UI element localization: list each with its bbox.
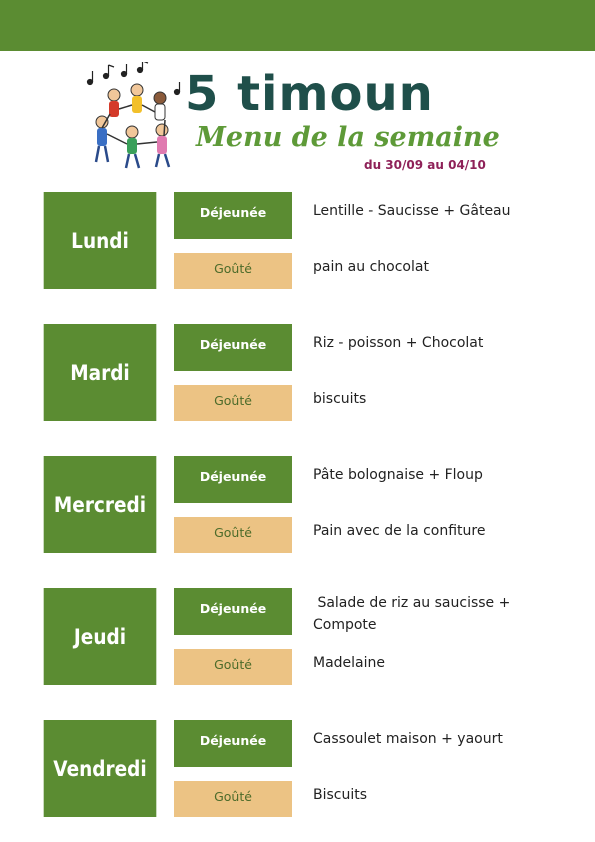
top-banner xyxy=(0,0,595,51)
snack-label: Goûté xyxy=(174,649,292,685)
date-range: du 30/09 au 04/10 xyxy=(364,158,486,172)
day-label: Vendredi xyxy=(44,720,157,817)
lunch-menu: Cassoulet maison + yaourt xyxy=(313,731,503,747)
lunch-menu: Pâte bolognaise + Floup xyxy=(313,467,483,483)
day-row-lundi xyxy=(0,192,595,290)
day-label: Mardi xyxy=(44,324,157,421)
day-row-jeudi xyxy=(0,588,595,686)
lunch-label: Déjeunée xyxy=(174,720,292,767)
day-label: Mercredi xyxy=(44,456,157,553)
snack-menu: Madelaine xyxy=(313,655,386,671)
lunch-label: Déjeunée xyxy=(174,192,292,239)
lunch-menu: Salade de riz au saucisse + Compote xyxy=(313,595,515,633)
snack-menu: pain au chocolat xyxy=(313,259,429,275)
day-label: Lundi xyxy=(44,192,157,289)
snack-menu: biscuits xyxy=(313,391,367,407)
snack-label: Goûté xyxy=(174,253,292,289)
day-row-mardi xyxy=(0,324,595,422)
lunch-menu: Riz - poisson + Chocolat xyxy=(313,335,484,351)
snack-label: Goûté xyxy=(174,517,292,553)
lunch-menu: Lentille - Saucisse + Gâteau xyxy=(313,203,511,219)
lunch-label: Déjeunée xyxy=(174,456,292,503)
snack-label: Goûté xyxy=(174,385,292,421)
snack-label: Goûté xyxy=(174,781,292,817)
children-dancing-circle-icon xyxy=(82,62,187,172)
snack-menu: Pain avec de la confiture xyxy=(313,523,486,539)
page-subtitle: Menu de la semaine xyxy=(196,122,500,153)
lunch-label: Déjeunée xyxy=(174,324,292,371)
day-row-vendredi xyxy=(0,720,595,818)
lunch-label: Déjeunée xyxy=(174,588,292,635)
day-label: Jeudi xyxy=(44,588,157,685)
snack-menu: Biscuits xyxy=(313,787,368,803)
day-row-mercredi xyxy=(0,456,595,554)
page-title: 5 timoun xyxy=(185,66,434,122)
